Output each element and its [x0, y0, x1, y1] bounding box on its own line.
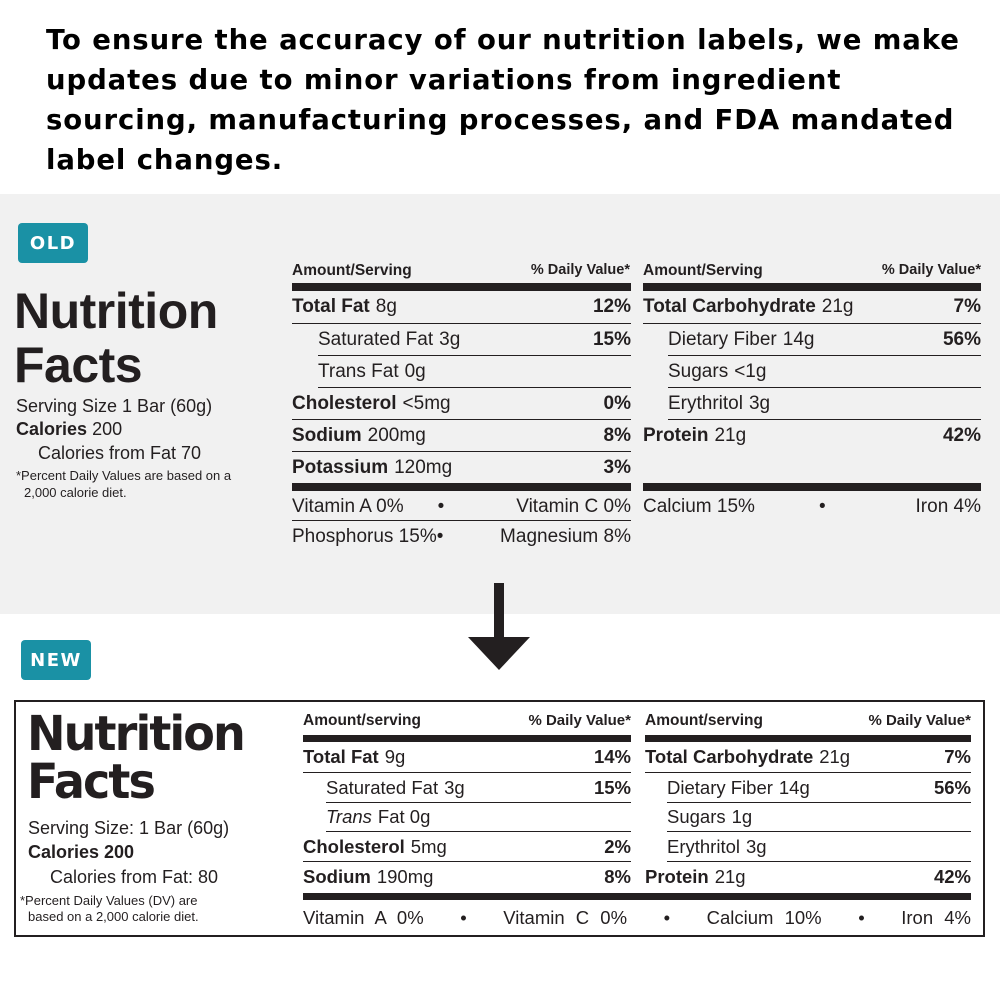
new-vitamins-minerals-row: [303, 904, 971, 932]
new-left-dv-header: % Daily Value*: [528, 712, 631, 729]
new-title-line1: Nutrition: [27, 706, 244, 762]
old-vitamins-row: [292, 494, 631, 521]
nutrient-dv: 2%: [604, 835, 631, 857]
new-nutrition-title: [27, 706, 244, 810]
new-row-sodium: [303, 862, 631, 892]
bullet: •: [663, 907, 671, 928]
nutrient-name: Trans: [326, 806, 372, 827]
old-right-dv-header: % Daily Value*: [881, 262, 981, 278]
nutrient-amount: 200mg: [367, 424, 426, 446]
old-vitamin-c: Vitamin C 0%: [516, 496, 631, 517]
new-footnote-line1: *Percent Daily Values (DV) are: [20, 893, 198, 908]
old-calories-from-fat: Calories from Fat 70: [38, 443, 202, 463]
nutrient-dv: 56%: [942, 328, 981, 350]
old-row-total-carbohydrate: [643, 291, 981, 324]
nutrient-amount: <5mg: [402, 392, 451, 414]
nutrient-dv: 8%: [603, 424, 631, 446]
nutrient-name: Erythritol: [667, 835, 740, 857]
new-right-dv-header: % Daily Value*: [868, 712, 971, 729]
nutrient-amount: 14g: [782, 328, 815, 350]
new-row-trans-fat: [326, 803, 631, 832]
nutrient-dv: 12%: [592, 296, 631, 317]
old-row-potassium: [292, 452, 631, 484]
new-serving-size: Serving Size: 1 Bar (60g): [28, 818, 230, 838]
nutrient-amount: 21g: [714, 866, 746, 887]
old-row-total-fat: [292, 291, 631, 324]
nutrient-name: Cholesterol: [303, 835, 405, 857]
nutrient-dv: 15%: [592, 328, 631, 350]
new-row-total-fat: [303, 742, 631, 773]
new-row-erythritol: [667, 832, 971, 862]
down-arrow-icon: [467, 583, 531, 671]
old-row-erythritol: [668, 388, 981, 420]
old-calcium-iron-row: [643, 494, 981, 520]
nutrient-name: Sugars: [668, 360, 729, 382]
nutrient-dv: 7%: [944, 746, 971, 767]
new-calcium: Calcium 10%: [706, 907, 822, 928]
old-calories: [16, 418, 122, 440]
old-nutrition-title: [14, 284, 218, 392]
new-row-total-carbohydrate: [645, 742, 971, 773]
old-left-amount-header: Amount/Serving: [292, 262, 412, 279]
nutrient-name: Saturated Fat: [318, 328, 434, 350]
new-left-amount-header: Amount/serving: [303, 712, 421, 729]
old-title-line1: Nutrition: [14, 283, 218, 339]
nutrient-dv: 7%: [953, 296, 981, 317]
nutrient-dv: 42%: [942, 425, 981, 446]
nutrient-amount: 3g: [748, 392, 771, 414]
old-right-amount-header: Amount/Serving: [643, 262, 763, 279]
nutrient-name: Sodium: [292, 424, 362, 446]
old-row-saturated-fat: [318, 324, 631, 356]
nutrient-amount: 190mg: [376, 866, 434, 887]
nutrient-amount: 3g: [746, 835, 767, 857]
old-row-trans-fat: [318, 356, 631, 388]
nutrient-amount: 0g: [404, 360, 426, 382]
nutrient-amount: 3g: [444, 776, 465, 798]
new-footnote-line2: based on a 2,000 calorie diet.: [28, 909, 199, 924]
nutrient-name: Protein: [645, 866, 709, 887]
nutrient-amount: 5mg: [410, 835, 447, 857]
intro-text: To ensure the accuracy of our nutrition labels, we make updates due to minor variations from ingredient sourcing, manufacturing processes, and FDA mandated label changes.: [46, 24, 960, 176]
new-right-thick-rule: [645, 735, 971, 742]
nutrient-amount: 8g: [375, 296, 397, 317]
old-magnesium: Magnesium 8%: [500, 526, 631, 547]
old-row-cholesterol: [292, 388, 631, 420]
nutrient-dv: 3%: [603, 457, 631, 478]
nutrient-name: Cholesterol: [292, 392, 397, 414]
new-calories-from-fat: Calories from Fat: 80: [50, 867, 219, 887]
nutrient-amount: 21g: [819, 746, 851, 767]
old-row-sugars: [668, 356, 981, 388]
bullet: •: [436, 526, 444, 547]
new-right-amount-header: Amount/serving: [645, 712, 763, 729]
nutrient-amount: 9g: [384, 746, 406, 767]
nutrient-amount: 1g: [731, 806, 753, 827]
nutrient-dv: 0%: [603, 392, 631, 414]
new-row-cholesterol: [303, 832, 631, 862]
old-right-bottom-rule: [643, 483, 981, 491]
nutrient-amount: 14g: [778, 776, 810, 798]
new-footnote: [20, 893, 199, 925]
nutrient-amount: <1g: [734, 360, 767, 382]
new-row-saturated-fat: [326, 773, 631, 803]
nutrient-name: Trans Fat: [318, 360, 399, 382]
nutrient-name: Total Fat: [303, 746, 379, 767]
new-row-sugars: [667, 803, 971, 832]
nutrient-name: Sodium: [303, 866, 371, 887]
old-serving-size: Serving Size 1 Bar (60g): [16, 396, 213, 416]
old-minerals-row: [292, 524, 631, 550]
old-row-dietary-fiber: [668, 324, 981, 356]
nutrient-name: Total Carbohydrate: [645, 746, 814, 767]
nutrient-amount: Fat 0g: [377, 806, 431, 827]
nutrient-dv: 42%: [933, 866, 971, 887]
nutrient-name: Total Carbohydrate: [643, 296, 816, 317]
new-vitamin-c: Vitamin C 0%: [503, 907, 628, 928]
new-left-thick-rule: [303, 735, 631, 742]
old-vitamin-a: Vitamin A 0%: [292, 496, 404, 517]
old-calories-value: 200: [92, 419, 123, 439]
old-calcium: Calcium 15%: [643, 496, 755, 517]
nutrient-amount: 21g: [821, 296, 854, 317]
old-footnote: [16, 467, 231, 501]
new-iron: Iron 4%: [901, 907, 971, 928]
new-vitamin-a: Vitamin A 0%: [303, 907, 424, 928]
new-title-line2: Facts: [27, 754, 155, 810]
nutrient-dv: 56%: [933, 776, 971, 798]
nutrient-name: Protein: [643, 425, 709, 446]
bullet: •: [437, 496, 445, 517]
old-footnote-line1: *Percent Daily Values are based on a: [16, 468, 232, 483]
nutrient-name: Total Fat: [292, 296, 370, 317]
bullet: •: [460, 907, 467, 928]
old-phosphorus: Phosphorus 15%: [292, 526, 437, 547]
nutrient-amount: 3g: [439, 328, 461, 350]
old-left-thick-rule: [292, 283, 631, 291]
old-row-sodium: [292, 420, 631, 452]
new-badge: NEW: [21, 640, 91, 680]
nutrient-name: Sugars: [667, 806, 726, 827]
old-row-protein: [643, 420, 981, 452]
nutrient-dv: 15%: [593, 776, 631, 798]
old-left-bottom-rule: [292, 483, 631, 491]
nutrient-name: Dietary Fiber: [668, 328, 777, 350]
nutrient-amount: 21g: [714, 425, 747, 446]
nutrient-name: Saturated Fat: [326, 776, 439, 798]
new-row-dietary-fiber: [667, 773, 971, 803]
new-bottom-thick-rule: [303, 893, 971, 900]
nutrient-name: Potassium: [292, 457, 389, 478]
nutrient-name: Erythritol: [668, 392, 743, 414]
new-calories: Calories 200: [28, 842, 135, 862]
nutrient-amount: 120mg: [394, 457, 453, 478]
old-iron: Iron 4%: [915, 496, 981, 517]
old-left-dv-header: % Daily Value*: [530, 262, 630, 278]
old-title-line2: Facts: [14, 337, 143, 393]
old-footnote-line2: 2,000 calorie diet.: [24, 485, 127, 500]
bullet: •: [818, 496, 826, 517]
nutrient-dv: 14%: [593, 746, 631, 767]
old-calories-label: Calories: [16, 419, 88, 439]
old-right-thick-rule: [643, 283, 981, 291]
nutrient-dv: 8%: [604, 866, 631, 887]
new-row-protein: [645, 862, 971, 892]
nutrient-name: Dietary Fiber: [667, 776, 773, 798]
bullet: •: [858, 907, 865, 928]
old-badge: OLD: [18, 223, 88, 263]
